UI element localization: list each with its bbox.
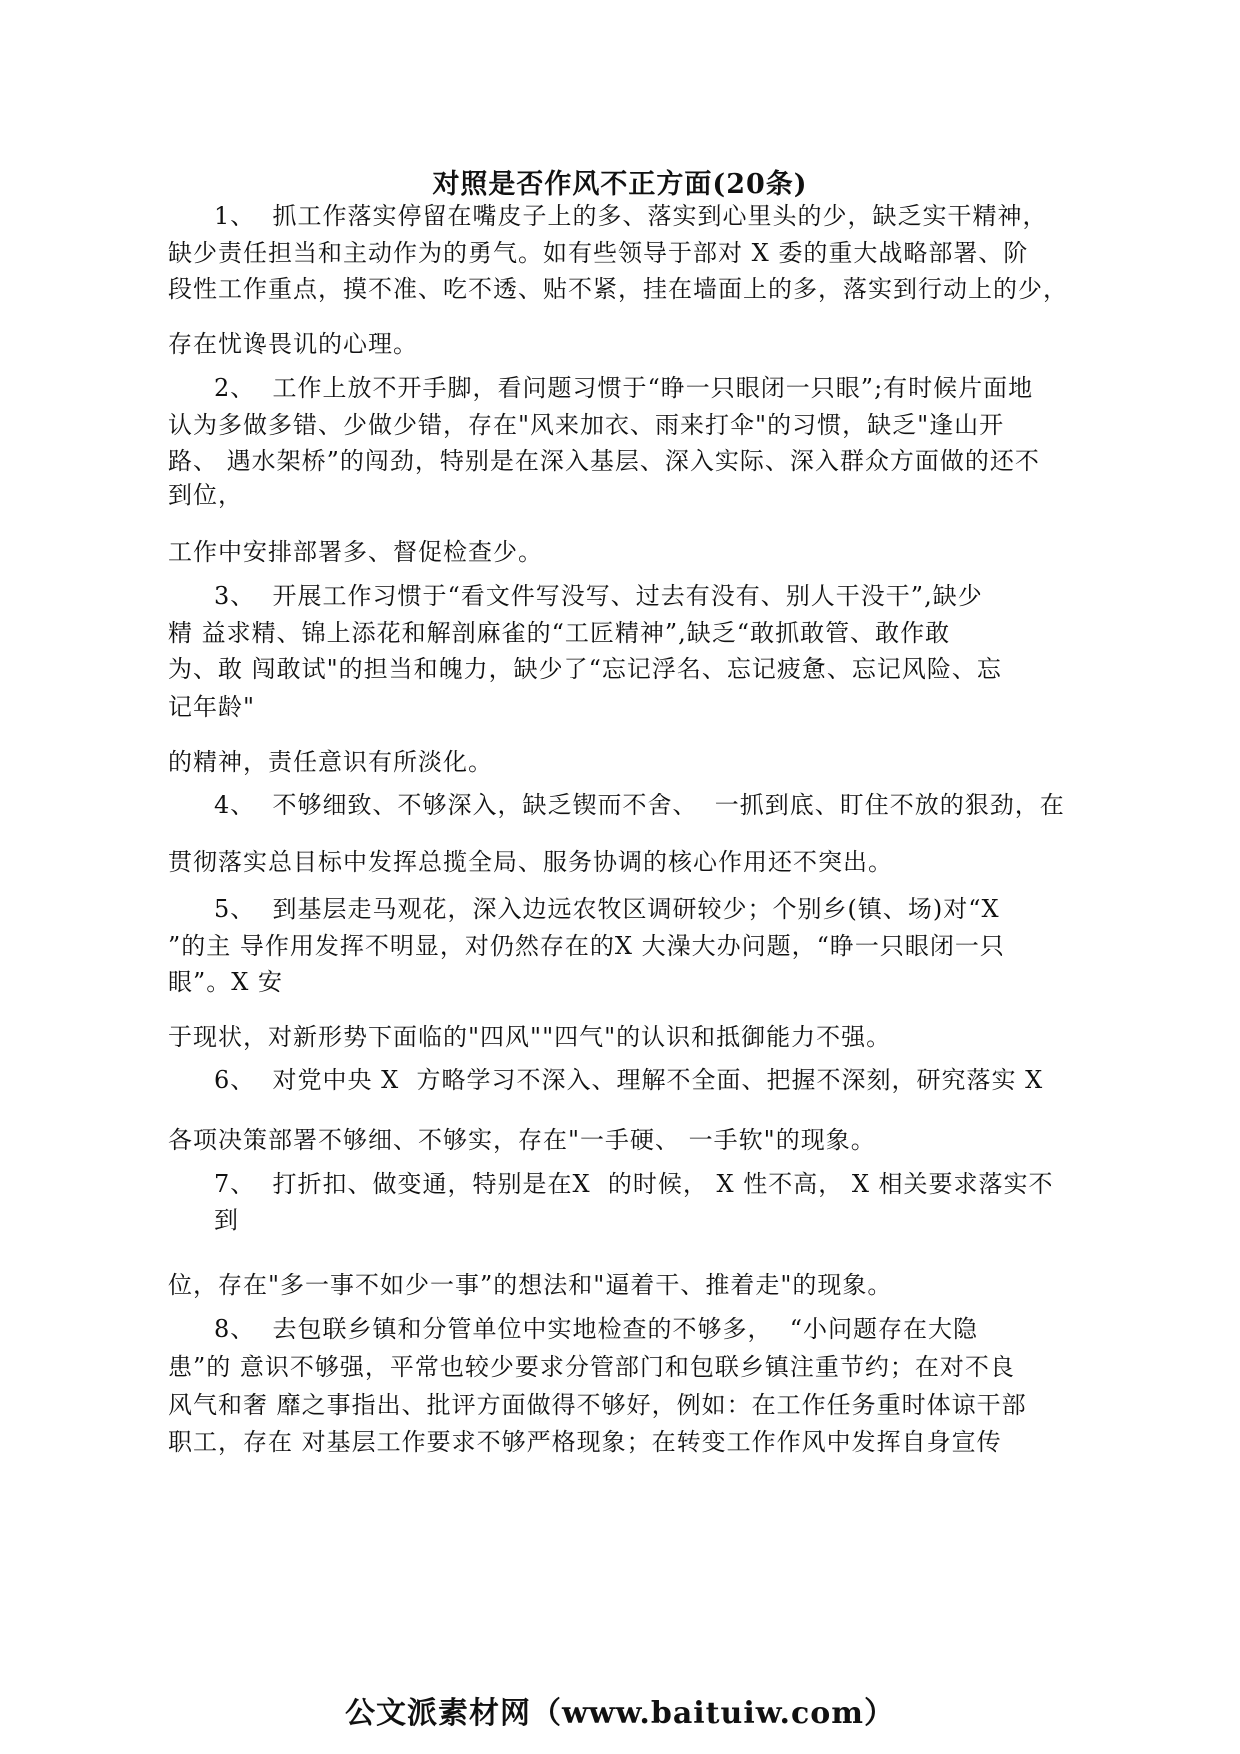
paragraph-line: 为、敢 闯敢试"的担当和魄力，缺少了“忘记浮名、忘记疲惫、忘记风险、忘 — [168, 655, 1002, 683]
paragraph-line: 5、 到基层走马观花，深入边远农牧区调研较少；个别乡(镇、场)对“X — [214, 895, 1000, 923]
paragraph-line: 2、 工作上放不开手脚，看问题习惯于“睁一只眼闭一只眼”;有时候片面地 — [214, 374, 1034, 402]
paragraph-line: 认为多做多错、少做少错，存在"风来加衣、雨来打伞"的习惯，缺乏"逢山开 — [168, 411, 1005, 439]
paragraph-line: 贯彻落实总目标中发挥总揽全局、服务协调的核心作用还不突出。 — [168, 848, 893, 876]
paragraph-line: ”的主 导作用发挥不明显，对仍然存在的X 大澡大办问题，“睁一只眼闭一只 — [168, 932, 1005, 960]
paragraph-line: 于现状，对新形势下面临的"四风""四气"的认识和抵御能力不强。 — [168, 1023, 892, 1051]
paragraph-line: 8、 去包联乡镇和分管单位中实地检查的不够多， “小问题存在大隐 — [214, 1315, 979, 1343]
paragraph-line: 3、 开展工作习惯于“看文件写没写、过去有没有、别人干没干”,缺少 — [214, 582, 983, 610]
paragraph-line: 各项决策部署不够细、不够实，存在"一手硬、 一手软"的现象。 — [168, 1126, 876, 1154]
paragraph-line: 职工，存在 对基层工作要求不够严格现象；在转变工作作风中发挥自身宣传 — [168, 1428, 1002, 1456]
paragraph-line: 段性工作重点，摸不准、吃不透、贴不紧，挂在墙面上的多，落实到行动上的少， — [168, 275, 1068, 303]
paragraph-line: 7、 打折扣、做变通，特别是在X 的时候， X 性不高， X 相关要求落实不 — [214, 1170, 1054, 1198]
paragraph-line: 精 益求精、锦上添花和解剖麻雀的“工匠精神”,缺乏“敢抓敢管、敢作敢 — [168, 619, 951, 647]
document-title: 对照是否作风不正方面(20条) — [432, 169, 808, 200]
paragraph-line: 缺少责任担当和主动作为的勇气。如有些领导于部对 X 委的重大战略部署、阶 — [168, 239, 1029, 267]
paragraph-line: 路、 遇水架桥”的闯劲，特别是在深入基层、深入实际、深入群众方面做的还不 — [168, 447, 1040, 475]
paragraph-line: 1、 抓工作落实停留在嘴皮子上的多、落实到心里头的少，缺乏实干精神， — [214, 202, 1048, 230]
paragraph-line: 患”的 意识不够强，平常也较少要求分管部门和包联乡镇注重节约；在对不良 — [168, 1353, 1015, 1381]
paragraph-line: 到位， — [168, 481, 243, 509]
paragraph-line: 眼”。X 安 — [168, 968, 283, 996]
paragraph-line: 6、 对党中央 X 方略学习不深入、理解不全面、把握不深刻，研究落实 X — [214, 1066, 1044, 1094]
paragraph-line: 风气和奢 靡之事指出、批评方面做得不够好，例如：在工作任务重时体谅干部 — [168, 1391, 1027, 1419]
paragraph-line: 位，存在"多一事不如少一事”的想法和"逼着干、推着走"的现象。 — [168, 1271, 893, 1299]
paragraph-line: 4、 不够细致、不够深入，缺乏锲而不舍、 一抓到底、盯住不放的狠劲，在 — [214, 791, 1065, 819]
paragraph-line: 记年龄" — [168, 693, 256, 721]
footer-watermark: 公文派素材网（www.baituiw.com） — [344, 1696, 896, 1731]
paragraph-line: 存在忧谗畏讥的心理。 — [168, 330, 418, 358]
paragraph-line: 的精神，责任意识有所淡化。 — [168, 748, 493, 776]
paragraph-line: 到 — [214, 1206, 239, 1234]
paragraph-line: 工作中安排部署多、督促检查少。 — [168, 538, 543, 566]
